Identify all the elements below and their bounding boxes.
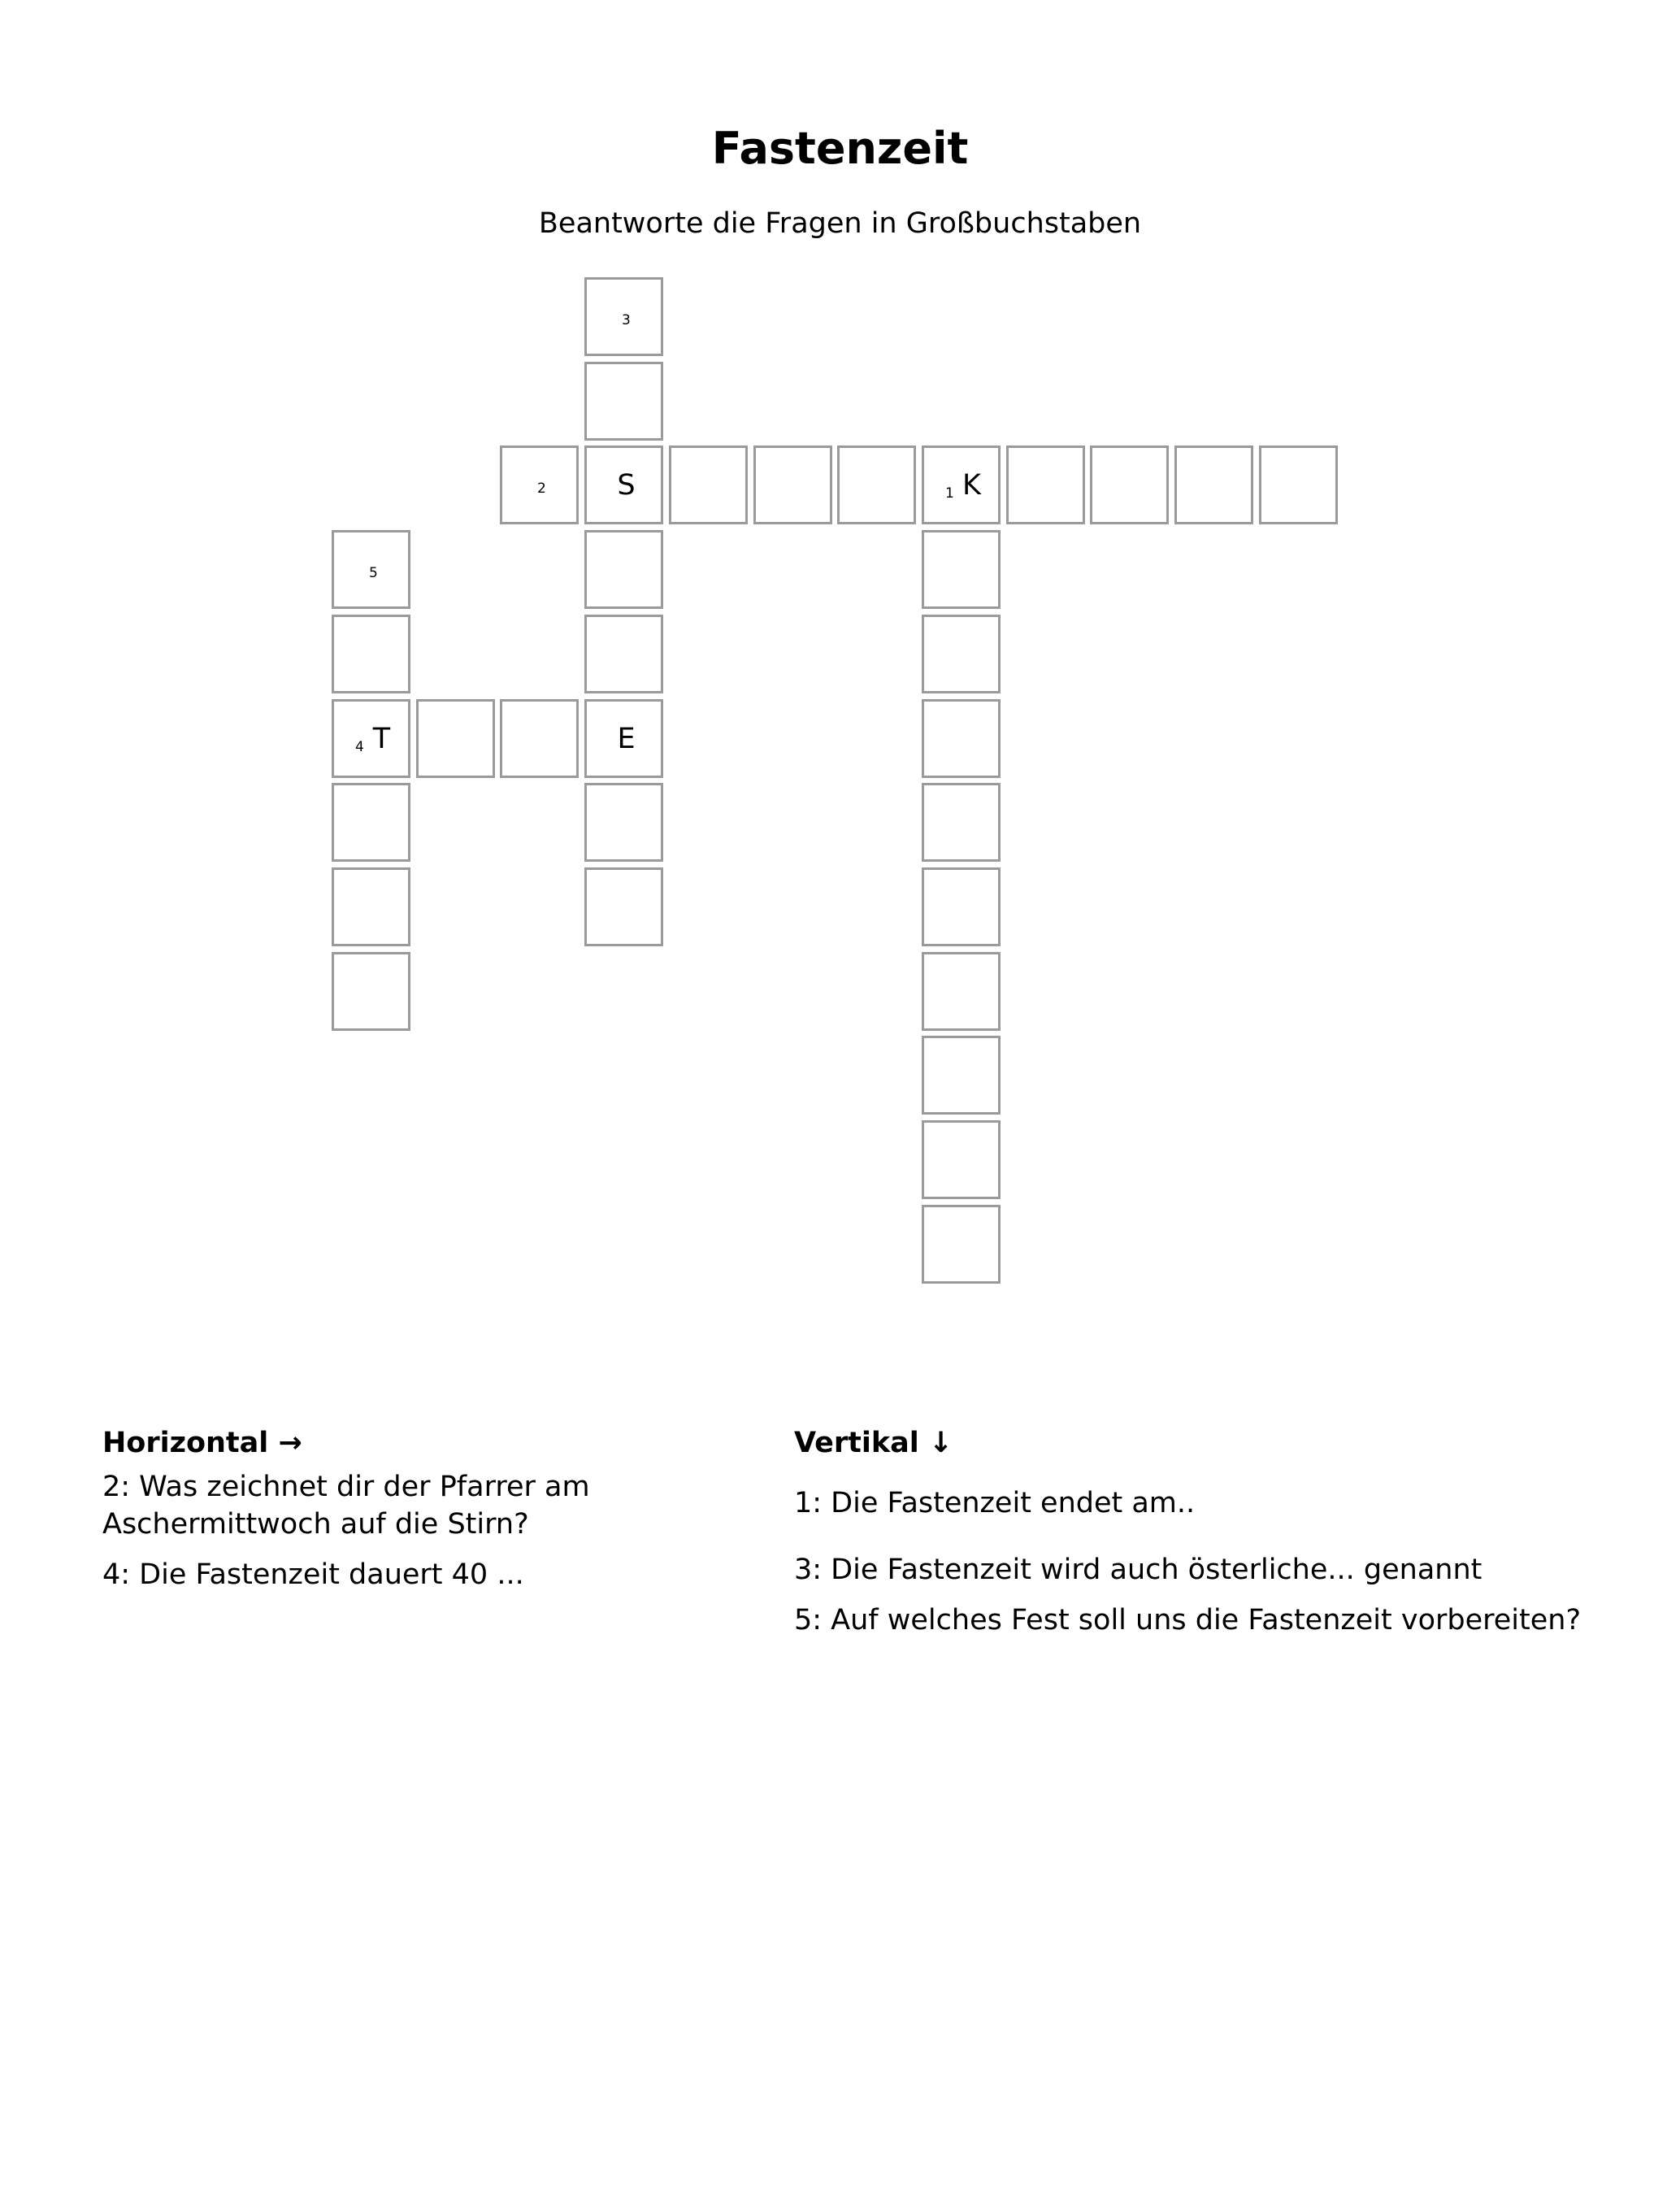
crossword-cell[interactable] [500, 446, 579, 524]
crossword-cell[interactable] [922, 1036, 1001, 1115]
crossword-cell[interactable] [332, 783, 410, 862]
clues-horizontal [102, 1424, 720, 1606]
cell-letter: S [617, 469, 636, 502]
cell-letter: T [372, 723, 391, 755]
crossword-cell[interactable] [584, 530, 663, 609]
crossword-cell[interactable] [922, 783, 1001, 862]
crossword-cell[interactable] [669, 446, 748, 524]
crossword-cell[interactable] [416, 699, 495, 778]
clue-vertical-5: 5: Auf welches Fest soll uns die Fastenzeit vorbereiten? [794, 1604, 1582, 1636]
cell-letter: K [962, 469, 981, 502]
clue-vertical-3: 3: Die Fastenzeit wird auch österliche... genannt [794, 1554, 1482, 1586]
crossword-cell[interactable] [1006, 446, 1085, 524]
crossword-cell[interactable] [584, 699, 663, 778]
crossword-cell[interactable] [1259, 446, 1338, 524]
crossword-cell[interactable] [584, 362, 663, 441]
clue-number: 1 [945, 485, 954, 502]
crossword-cell[interactable] [584, 446, 663, 524]
clue-number: 5 [369, 565, 378, 581]
crossword-cell[interactable] [922, 615, 1001, 693]
crossword-cell[interactable] [332, 699, 410, 778]
crossword-cell[interactable] [837, 446, 916, 524]
crossword-cell[interactable] [753, 446, 832, 524]
crossword-cell[interactable] [922, 867, 1001, 946]
crossword-cell[interactable] [332, 530, 410, 609]
crossword-cell[interactable] [584, 783, 663, 862]
clue-number: 3 [622, 312, 631, 328]
clues-vertical [794, 1424, 1647, 1652]
crossword-cell[interactable] [332, 615, 410, 693]
crossword-cell[interactable] [922, 1205, 1001, 1284]
clue-number: 4 [355, 739, 364, 755]
vertical-heading: Vertikal ↓ [794, 1427, 953, 1459]
crossword-cell[interactable] [500, 699, 579, 778]
clue-horizontal-2: 2: Was zeichnet dir der Pfarrer am Aschermittwoch auf die Stirn? [102, 1471, 590, 1541]
crossword-cell[interactable] [584, 867, 663, 946]
crossword-cell[interactable] [584, 277, 663, 356]
crossword-cell[interactable] [332, 867, 410, 946]
clue-number: 2 [537, 480, 546, 497]
crossword-cell[interactable] [332, 952, 410, 1031]
crossword-cell[interactable] [922, 699, 1001, 778]
crossword-cell[interactable] [1174, 446, 1253, 524]
crossword-cell[interactable] [922, 952, 1001, 1031]
page-title: Fastenzeit [711, 123, 969, 174]
crossword-cell[interactable] [922, 446, 1001, 524]
page-subtitle: Beantworte die Fragen in Großbuchstaben [538, 207, 1142, 240]
crossword-cell[interactable] [1090, 446, 1169, 524]
horizontal-heading: Horizontal → [102, 1427, 302, 1459]
clue-horizontal-4: 4: Die Fastenzeit dauert 40 ... [102, 1558, 524, 1591]
crossword-cell[interactable] [922, 1120, 1001, 1199]
clue-vertical-1: 1: Die Fastenzeit endet am.. [794, 1487, 1196, 1519]
cell-letter: E [617, 723, 636, 755]
crossword-cell[interactable] [922, 530, 1001, 609]
crossword-cell[interactable] [584, 615, 663, 693]
